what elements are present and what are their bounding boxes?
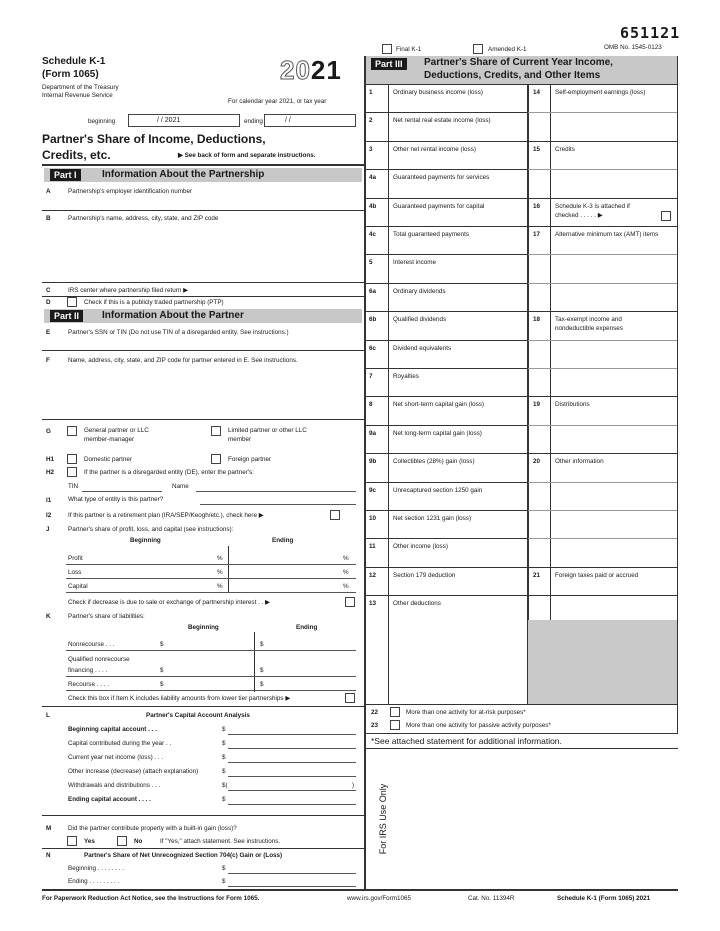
n-ending-label: Ending . . . . . . . . . bbox=[68, 878, 120, 885]
part3-line-14-entry-line bbox=[528, 112, 677, 113]
entity-type-field[interactable] bbox=[200, 504, 356, 505]
lower-tier-checkbox[interactable] bbox=[345, 693, 355, 703]
part3-line-2-label: Net rental real estate income (loss) bbox=[393, 117, 491, 125]
part3-line-5-number: 5 bbox=[369, 259, 373, 267]
j-loss-begin-pct: % bbox=[217, 569, 223, 576]
part2-label: Part II bbox=[50, 310, 83, 322]
tax-year-beginning-value: / / 2021 bbox=[157, 117, 181, 124]
j-loss-end-pct: % bbox=[343, 569, 349, 576]
part3-line-4a-divider bbox=[364, 198, 528, 199]
part3-line-16-label: Schedule K-3 is attached if bbox=[555, 202, 630, 210]
part3-line-9a-label: Net long-term capital gain (loss) bbox=[393, 429, 482, 437]
part3-line-9b-divider bbox=[364, 482, 528, 483]
j-capital-begin-pct: % bbox=[217, 583, 223, 590]
irs-use-only-label: For IRS Use Only bbox=[378, 783, 388, 855]
part3-line-10-label: Net section 1231 gain (loss) bbox=[393, 515, 472, 522]
disregarded-entity-checkbox[interactable] bbox=[67, 467, 77, 477]
final-k1-checkbox[interactable] bbox=[382, 44, 392, 54]
line-i2-letter: I2 bbox=[46, 512, 52, 519]
n-beginning-field[interactable] bbox=[228, 873, 356, 874]
calendar-year-label: For calendar year 2021, or tax year bbox=[228, 98, 327, 105]
line-d-letter: D bbox=[46, 299, 51, 306]
capital-contributed-field[interactable] bbox=[228, 748, 356, 749]
withdrawals-field[interactable] bbox=[228, 790, 356, 791]
part3-line-3-label: Other net rental income (loss) bbox=[393, 145, 476, 153]
limited-partner-checkbox[interactable] bbox=[211, 426, 221, 436]
j-capital-label: Capital bbox=[68, 583, 88, 590]
other-increase-field[interactable] bbox=[228, 776, 356, 777]
line-e-bottom bbox=[42, 350, 364, 351]
net-income-label: Current year net income (loss) . . . bbox=[68, 754, 164, 761]
ending-capital-dollar: $ bbox=[222, 796, 226, 803]
part3-line-17-number: 17 bbox=[533, 231, 541, 238]
k-recourse-label: Recourse . . . . bbox=[68, 681, 109, 688]
part3-line-18-label-line2: nondeductible expenses bbox=[555, 325, 623, 333]
k-recourse-row-line bbox=[66, 690, 356, 691]
line-e-label: Partner's SSN or TIN (Do not use TIN of a disregarded entity. See instructions.) bbox=[68, 329, 289, 336]
omb-number: OMB No. 1545-0123 bbox=[604, 44, 662, 51]
line-b-label: Partnership's name, address, city, state, and ZIP code bbox=[68, 215, 219, 222]
line-n-letter: N bbox=[46, 852, 51, 859]
part3-line-18-entry-line bbox=[528, 368, 677, 369]
part3-line-17-divider bbox=[528, 311, 678, 312]
beginning-label: beginning bbox=[88, 118, 116, 125]
catalog-number: Cat. No. 11394R bbox=[468, 895, 515, 902]
j-profit-begin-pct: % bbox=[217, 555, 223, 562]
beginning-capital-dollar: $ bbox=[222, 726, 226, 733]
tax-year bbox=[280, 55, 342, 86]
part3-line-9a-number: 9a bbox=[369, 429, 377, 437]
part3-line-13-label: Other deductions bbox=[393, 600, 441, 608]
part3-label: Part III bbox=[371, 58, 407, 70]
line-b-letter: B bbox=[46, 215, 51, 222]
part3-line-6c-label: Dividend equivalents bbox=[393, 344, 452, 352]
frame-bottom-line bbox=[42, 889, 678, 891]
line-h2-letter: H2 bbox=[46, 469, 55, 476]
part3-line-18-entry-line bbox=[528, 340, 677, 341]
line-h1-letter: H1 bbox=[46, 456, 55, 463]
line-j-label: Partner's share of profit, loss, and capital (see instructions): bbox=[68, 526, 234, 533]
part3-shaded-area bbox=[528, 620, 677, 704]
part3-line-10-number: 10 bbox=[369, 515, 377, 522]
k-nonrecourse-end-dollar: $ bbox=[260, 641, 264, 648]
part3-line-14-label: Self-employment earnings (loss) bbox=[555, 89, 646, 96]
form-number: (Form 1065) bbox=[42, 69, 99, 80]
line-f-label: Name, address, city, state, and ZIP code for partner entered in E. See instructions. bbox=[68, 357, 298, 364]
capital-account-title: Partner's Capital Account Analysis bbox=[146, 712, 250, 719]
part3-line-14-divider bbox=[528, 141, 678, 142]
part3-column-divider bbox=[527, 84, 529, 704]
h2-name-field[interactable] bbox=[196, 491, 356, 492]
line-k-label: Partner's share of liabilities: bbox=[68, 613, 145, 620]
limited-partner-label-line2: member bbox=[228, 436, 252, 443]
part3-line-9c-divider bbox=[364, 510, 528, 511]
part3-line-20-entry-line bbox=[528, 538, 677, 539]
ending-label: ending bbox=[244, 118, 263, 125]
paperwork-notice: For Paperwork Reduction Act Notice, see the Instructions for Form 1065. bbox=[42, 895, 260, 902]
capital-contributed-dollar: $ bbox=[222, 740, 226, 747]
line-c-letter: C bbox=[46, 287, 51, 294]
part3-line-4c-number: 4c bbox=[369, 231, 377, 238]
h2-tin-field[interactable] bbox=[82, 491, 162, 492]
part3-line-15-number: 15 bbox=[533, 145, 541, 153]
tax-year-bold: 21 bbox=[310, 55, 342, 85]
part3-line-19-number: 19 bbox=[533, 401, 541, 409]
tax-year-ending-value: / / bbox=[285, 117, 291, 124]
part3-line-4a-number: 4a bbox=[369, 174, 377, 182]
line-i1-letter: I1 bbox=[46, 497, 52, 504]
foreign-partner-checkbox[interactable] bbox=[211, 454, 221, 464]
other-increase-label: Other increase (decrease) (attach explanation) bbox=[68, 768, 199, 775]
frame-top-line bbox=[42, 164, 364, 166]
ending-capital-label: Ending capital account . . . . bbox=[68, 796, 151, 803]
ending-capital-field[interactable] bbox=[228, 804, 356, 805]
j-beginning-header: Beginning bbox=[130, 537, 161, 544]
tax-year-beginning-field[interactable] bbox=[128, 114, 240, 127]
capital-contributed-label: Capital contributed during the year . . bbox=[68, 740, 172, 747]
part3-right-num-divider bbox=[550, 84, 551, 620]
part3-line-8-divider bbox=[364, 425, 528, 426]
part3-line-6a-label: Ordinary dividends bbox=[393, 287, 446, 295]
part3-line-15-divider bbox=[528, 198, 678, 199]
line-f-bottom bbox=[42, 419, 364, 420]
line-a-label: Partnership's employer identification number bbox=[68, 188, 193, 195]
tax-year-ending-field[interactable] bbox=[264, 114, 356, 127]
amended-k1-label: Amended K-1 bbox=[488, 46, 527, 53]
at-risk-checkbox[interactable] bbox=[390, 707, 400, 717]
line-k-letter: K bbox=[46, 613, 51, 620]
k-nonrecourse-row-line bbox=[66, 650, 356, 651]
part3-line-11-number: 11 bbox=[369, 543, 376, 551]
part3-line-3-divider bbox=[364, 169, 528, 170]
part3-line-4b-divider bbox=[364, 226, 528, 227]
builtin-gain-no-label: No bbox=[134, 838, 143, 845]
line-m-label: Did the partner contribute property with a built-in gain (loss)? bbox=[68, 825, 237, 832]
n-beginning-label: Beginning . . . . . . . . bbox=[68, 865, 125, 872]
part3-line-1-label: Ordinary business income (loss) bbox=[393, 89, 483, 96]
h2-tin-label: TIN bbox=[68, 483, 79, 490]
decrease-sale-checkbox[interactable] bbox=[345, 597, 355, 607]
builtin-gain-note: If "Yes," attach statement. See instructions. bbox=[160, 838, 281, 845]
n-ending-dollar: $ bbox=[222, 878, 226, 885]
part3-line-4b-number: 4b bbox=[369, 202, 377, 210]
part3-line-11-label: Other income (loss) bbox=[393, 543, 448, 551]
line-22-number: 22 bbox=[371, 709, 379, 716]
part3-line-12-number: 12 bbox=[369, 571, 377, 579]
k-nonrecourse-begin-dollar: $ bbox=[160, 641, 164, 648]
part3-line-4c-divider bbox=[364, 254, 528, 255]
part3-line-15-label: Credits bbox=[555, 145, 575, 153]
k-qnr-label-line2: financing . . . . bbox=[68, 667, 108, 674]
part3-line-16-label-line2: checked . . . . . ▶ bbox=[555, 211, 603, 219]
j-profit-label: Profit bbox=[68, 555, 83, 562]
part3-title-line2: Deductions, Credits, and Other Items bbox=[424, 70, 601, 81]
part3-line-9b-label: Collectibles (28%) gain (loss) bbox=[393, 458, 475, 466]
j-column-divider bbox=[228, 546, 229, 592]
amended-k1-checkbox[interactable] bbox=[473, 44, 483, 54]
withdrawals-dollar: $( bbox=[222, 782, 228, 789]
part3-line-21-number: 21 bbox=[533, 571, 541, 579]
part1-title: Information About the Partnership bbox=[102, 169, 265, 180]
part3-line-12-divider bbox=[364, 595, 528, 596]
withdrawals-label: Withdrawals and distributions . . . bbox=[68, 782, 161, 789]
part3-line-20-label: Other information bbox=[555, 458, 604, 466]
part3-line-21-divider bbox=[528, 595, 678, 596]
part3-title: Partner's Share of Current Year Income, bbox=[424, 57, 613, 68]
tax-year-outline: 20 bbox=[280, 55, 311, 85]
attached-statement-bottom bbox=[364, 748, 678, 749]
schedule-k3-checkbox[interactable] bbox=[661, 211, 671, 221]
part3-line-8-label: Net short-term capital gain (loss) bbox=[393, 401, 484, 409]
withdrawals-close-paren: ) bbox=[352, 782, 355, 789]
part3-line-15-entry-line bbox=[528, 169, 677, 170]
domestic-partner-label: Domestic partner bbox=[84, 456, 132, 463]
retirement-plan-checkbox[interactable] bbox=[330, 510, 340, 520]
part3-line-13-number: 13 bbox=[369, 600, 377, 608]
part3-line-16-number: 16 bbox=[533, 202, 541, 210]
beginning-capital-field[interactable] bbox=[228, 734, 356, 735]
k-ending-header: Ending bbox=[296, 624, 318, 631]
part3-line-12-label: Section 179 deduction bbox=[393, 571, 456, 579]
foreign-partner-label: Foreign partner bbox=[228, 456, 272, 463]
line-i1-label: What type of entity is this partner? bbox=[68, 496, 164, 503]
section-704c-title: Partner's Share of Net Unrecognized Section 704(c) Gain or (Loss) bbox=[84, 852, 283, 859]
final-k1-label: Final K-1 bbox=[396, 46, 422, 53]
other-increase-dollar: $ bbox=[222, 768, 226, 775]
n-beginning-dollar: $ bbox=[222, 865, 226, 872]
part3-line-17-entry-line bbox=[528, 254, 677, 255]
part3-line-10-divider bbox=[364, 538, 528, 539]
general-partner-checkbox[interactable] bbox=[67, 426, 77, 436]
line-d-label: Check if this is a publicly traded partnership (PTP) bbox=[84, 299, 224, 306]
part1-label: Part I bbox=[50, 169, 81, 181]
line-e-letter: E bbox=[46, 329, 51, 336]
line-c-bottom bbox=[42, 296, 364, 297]
form-stamp-number: 651121 bbox=[620, 24, 681, 42]
k-lower-tier-label: Check this box if Item K includes liability amounts from lower tier partnerships ▶ bbox=[68, 695, 291, 702]
builtin-gain-yes-label: Yes bbox=[84, 838, 95, 845]
part3-line-21-label: Foreign taxes paid or accrued bbox=[555, 571, 639, 579]
part3-line-19-divider bbox=[528, 453, 678, 454]
k-qnr-end-dollar: $ bbox=[260, 667, 264, 674]
k-qnr-row-line bbox=[66, 676, 356, 677]
part3-line-18-number: 18 bbox=[533, 316, 541, 324]
line-a-letter: A bbox=[46, 188, 51, 195]
part3-line-16-divider bbox=[528, 226, 678, 227]
part3-line-9c-number: 9c bbox=[369, 486, 377, 494]
j-ending-header: Ending bbox=[272, 537, 294, 544]
ptp-checkbox[interactable] bbox=[67, 297, 77, 307]
part3-line-18-divider bbox=[528, 396, 678, 397]
part3-line-6b-divider bbox=[364, 340, 528, 341]
j-capital-end-pct: % bbox=[343, 583, 349, 590]
k-recourse-end-dollar: $ bbox=[260, 681, 264, 688]
part2-title: Information About the Partner bbox=[102, 310, 244, 321]
part3-line-6b-label: Qualified dividends bbox=[393, 316, 447, 324]
builtin-gain-no-checkbox[interactable] bbox=[117, 836, 127, 846]
part3-line-17-label: Alternative minimum tax (AMT) items bbox=[555, 231, 659, 238]
domestic-partner-checkbox[interactable] bbox=[67, 454, 77, 464]
part3-line-9c-label: Unrecaptured section 1250 gain bbox=[393, 486, 483, 494]
line-i2-label: If this partner is a retirement plan (IRA/SEP/Keogh/etc.), check here ▶ bbox=[68, 512, 264, 519]
j-decrease-label: Check if decrease is due to sale or exchange of partnership interest . . ▶ bbox=[68, 599, 270, 606]
k-recourse-begin-dollar: $ bbox=[160, 681, 164, 688]
part3-left-num-divider bbox=[388, 84, 389, 704]
part3-line-1-divider bbox=[364, 112, 528, 113]
part3-line-7-label: Royalties bbox=[393, 373, 419, 380]
part3-line-4c-label: Total guaranteed payments bbox=[393, 231, 469, 238]
part3-line-1-number: 1 bbox=[369, 89, 373, 96]
line-b-bottom bbox=[42, 282, 364, 283]
n-ending-field[interactable] bbox=[228, 886, 356, 887]
line-h2-label: If the partner is a disregarded entity (DE), enter the partner's: bbox=[84, 469, 254, 476]
part3-line-5-divider bbox=[364, 283, 528, 284]
schedule-title: Schedule K-1 bbox=[42, 56, 106, 67]
k-beginning-header: Beginning bbox=[188, 624, 219, 631]
line-j-letter: J bbox=[46, 526, 50, 533]
part3-line-3-number: 3 bbox=[369, 145, 373, 153]
part3-line-11-divider bbox=[364, 567, 528, 568]
part3-line-20-entry-line bbox=[528, 482, 677, 483]
part3-line-4a-label: Guaranteed payments for services bbox=[393, 174, 490, 182]
part3-bottom-lines-top bbox=[364, 704, 678, 705]
frame-right-line bbox=[677, 56, 678, 734]
part3-line-6c-number: 6c bbox=[369, 344, 377, 352]
part3-line-4b-label: Guaranteed payments for capital bbox=[393, 202, 485, 210]
section-l-bottom bbox=[42, 815, 364, 816]
part3-line-19-entry-line bbox=[528, 425, 677, 426]
line-g-letter: G bbox=[46, 428, 51, 435]
line-c-label: IRS center where partnership filed return ▶ bbox=[68, 287, 188, 294]
part3-line-18-label: Tax-exempt income and bbox=[555, 316, 622, 324]
general-partner-label-line2: member-manager bbox=[84, 436, 135, 443]
line-f-letter: F bbox=[46, 357, 50, 364]
k-qnr-begin-dollar: $ bbox=[160, 667, 164, 674]
center-divider bbox=[364, 56, 366, 890]
j-loss-row-line bbox=[66, 578, 356, 579]
net-income-field[interactable] bbox=[228, 762, 356, 763]
part3-line-7-number: 7 bbox=[369, 373, 373, 380]
beginning-capital-label: Beginning capital account . . . bbox=[68, 726, 157, 733]
general-partner-label: General partner or LLC bbox=[84, 427, 149, 434]
k-nonrecourse-label: Nonrecourse . . . bbox=[68, 641, 115, 648]
part3-line-20-number: 20 bbox=[533, 458, 541, 466]
part3-line-14-number: 14 bbox=[533, 89, 541, 96]
part3-line-6a-number: 6a bbox=[369, 287, 377, 295]
part3-line-6c-divider bbox=[364, 368, 528, 369]
form-footer-id: Schedule K-1 (Form 1065) 2021 bbox=[557, 895, 651, 902]
line-23-label: More than one activity for passive activity purposes* bbox=[406, 722, 551, 729]
line-23-number: 23 bbox=[371, 722, 379, 729]
passive-activity-checkbox[interactable] bbox=[390, 720, 400, 730]
attached-statement-note: *See attached statement for additional information. bbox=[371, 736, 562, 746]
part3-line-2-divider bbox=[364, 141, 528, 142]
part3-line-9b-number: 9b bbox=[369, 458, 377, 466]
see-back-note: ▶ See back of form and separate instructions. bbox=[178, 152, 316, 159]
part3-header-bottom bbox=[364, 84, 678, 85]
line-22-label: More than one activity for at-risk purposes* bbox=[406, 709, 526, 716]
part3-line-20-divider bbox=[528, 567, 678, 568]
line-l-letter: L bbox=[46, 712, 50, 719]
line-m-letter: M bbox=[46, 825, 52, 832]
line-a-bottom bbox=[42, 210, 364, 211]
part3-line-17-entry-line bbox=[528, 283, 677, 284]
form-main-title: Partner's Share of Income, Deductions, bbox=[42, 132, 266, 146]
part3-line-20-entry-line bbox=[528, 510, 677, 511]
limited-partner-label: Limited partner or other LLC bbox=[228, 427, 307, 434]
j-loss-label: Loss bbox=[68, 569, 82, 576]
part3-line-2-number: 2 bbox=[369, 117, 373, 125]
builtin-gain-yes-checkbox[interactable] bbox=[67, 836, 77, 846]
form-main-title-line2: Credits, etc. bbox=[42, 148, 111, 162]
h2-name-label: Name bbox=[172, 483, 189, 490]
part3-line-5-label: Interest income bbox=[393, 259, 437, 267]
k-column-divider bbox=[254, 632, 255, 692]
irs-label: Internal Revenue Service bbox=[42, 92, 113, 99]
part3-line-7-divider bbox=[364, 396, 528, 397]
section-m-bottom bbox=[42, 848, 364, 849]
j-capital-row-line bbox=[66, 592, 356, 593]
part3-line-6b-number: 6b bbox=[369, 316, 377, 324]
j-profit-end-pct: % bbox=[343, 555, 349, 562]
part3-line-19-label: Distributions bbox=[555, 401, 590, 409]
irs-url: www.irs.gov/Form1065 bbox=[347, 895, 412, 902]
net-income-dollar: $ bbox=[222, 754, 226, 761]
department: Department of the Treasury bbox=[42, 84, 119, 91]
part3-line-8-number: 8 bbox=[369, 401, 373, 409]
section-k-bottom bbox=[42, 706, 364, 707]
j-profit-row-line bbox=[66, 564, 356, 565]
k-qnr-label: Qualified nonrecourse bbox=[68, 656, 130, 663]
part3-line-6a-divider bbox=[364, 311, 528, 312]
attached-statement-top bbox=[364, 733, 678, 734]
part3-line-9a-divider bbox=[364, 453, 528, 454]
